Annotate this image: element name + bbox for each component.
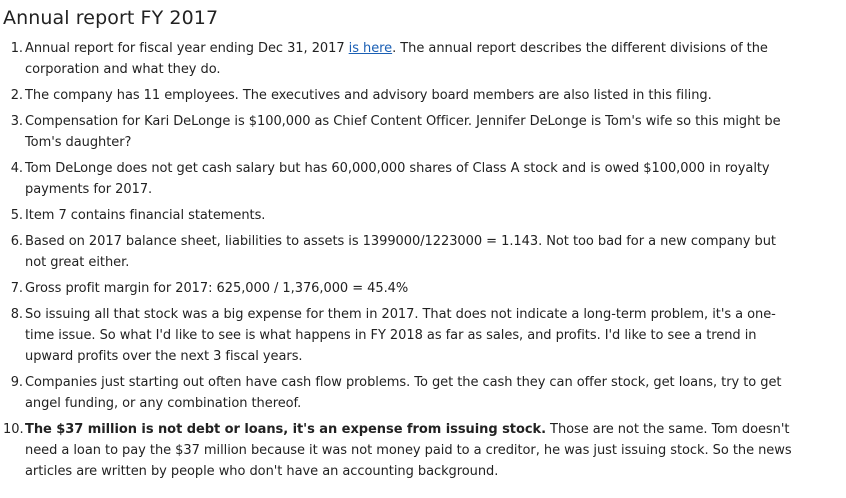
list-item-5 [10, 205, 795, 226]
page-title: Annual report FY 2017 [3, 7, 219, 29]
item-text: The company has 11 employees. The executives and advisory board members are also listed in this filing. [25, 88, 712, 103]
list-number: 7. [10, 281, 23, 296]
item-text: Annual report for fiscal year ending Dec 31, 2017 [25, 41, 349, 56]
annual-report-link[interactable]: is here [348, 41, 393, 56]
list-item-7 [10, 278, 795, 299]
item-text: . The annual report describes the different divisions of the corporation and what they do. [25, 41, 768, 77]
item-text: Tom DeLonge does not get cash salary but has 60,000,000 shares of Class A stock and is owed $100,000 in royalty payments for 2017. [25, 161, 770, 197]
list-number: 3. [10, 114, 23, 129]
list-item-9 [10, 372, 795, 414]
list-number: 4. [10, 161, 23, 176]
item-text: Compensation for Kari DeLonge is $100,000 as Chief Content Officer. Jennifer DeLonge is Tom's wife so this might be Tom's daughter? [25, 114, 781, 150]
item-text: Gross profit margin for 2017: 625,000 / 1,376,000 = 45.4% [25, 281, 409, 296]
list-item-10 [3, 419, 795, 482]
list-item-2 [10, 85, 795, 106]
item-text: Based on 2017 balance sheet, liabilities to assets is 1399000/1223000 = 1.143. Not too bad for a new company but not great either. [25, 234, 776, 270]
list-number: 9. [10, 375, 23, 390]
item-text: Companies just starting out often have cash flow problems. To get the cash they can offer stock, get loans, try to get angel funding, or any combination thereof. [25, 375, 782, 411]
findings-list [3, 38, 795, 482]
list-number: 5. [10, 208, 23, 223]
item-text: So issuing all that stock was a big expense for them in 2017. That does not indicate a long-term problem, it's a one-time issue. So what I'd like to see is what happens in FY 2018 as far as sales, and profits. I'd like to see a trend in upward profits over the next 3 fiscal years. [25, 307, 776, 364]
list-number: 8. [10, 307, 23, 322]
list-number: 6. [10, 234, 23, 249]
list-number: 2. [10, 88, 23, 103]
list-item-1 [10, 38, 795, 80]
item-text: Those are not the same. Tom doesn't need a loan to pay the $37 million because it was not money paid to a creditor, he was just issuing stock. So the news articles are written by people who don't have an accounting background. [25, 422, 792, 479]
list-item-8 [10, 304, 795, 367]
list-number: 1. [10, 41, 23, 56]
item-text: Item 7 contains financial statements. [25, 208, 266, 223]
list-item-3 [10, 111, 795, 153]
item-bold-text: The $37 million is not debt or loans, it's an expense from issuing stock. [25, 422, 546, 437]
list-item-6 [10, 231, 795, 273]
list-number: 10. [3, 422, 24, 437]
list-item-4 [10, 158, 795, 200]
